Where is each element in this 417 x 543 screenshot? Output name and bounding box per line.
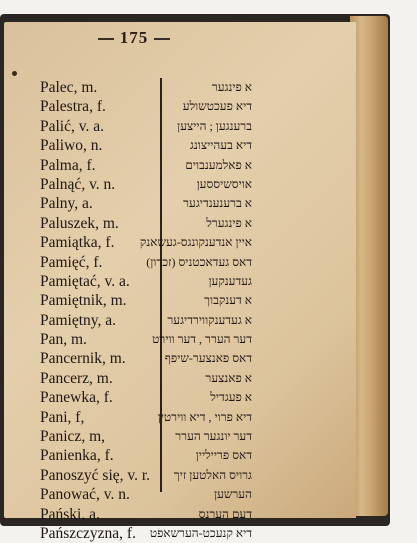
yiddish-translation: גרויס האלטען זיך <box>173 467 252 482</box>
polish-headword: Panować, v. n. <box>40 486 130 504</box>
polish-headword: Pamiętny, a. <box>40 311 117 329</box>
polish-headword: Pamięć, f. <box>40 253 103 271</box>
yiddish-translation: דיא קנעכט-הערשאפט <box>149 525 252 540</box>
yiddish-translation: א געדענקווירדיגער <box>167 312 252 327</box>
yiddish-translation: דיא בעהייצונג <box>189 138 252 153</box>
polish-headword: Pancernik, m. <box>40 350 126 368</box>
yiddish-translation: א פינגערל <box>206 215 252 230</box>
yiddish-translation: דער הערר , דער ווירט <box>152 332 252 347</box>
dictionary-entry <box>4 175 356 194</box>
yiddish-translation: א דענקבוך <box>204 293 252 308</box>
yiddish-translation: דאס פאנצער-שיפף <box>164 351 252 366</box>
yiddish-translation: א פאלמענבוים <box>185 157 252 172</box>
paper-hole <box>12 71 17 76</box>
dictionary-entry <box>4 311 356 330</box>
polish-headword: Pański, a. <box>40 505 100 523</box>
yiddish-translation: דיא פרוי , דיא ווירטין <box>157 409 252 424</box>
dictionary-entry <box>4 485 356 504</box>
yiddish-translation: אויסשיססען <box>196 176 252 191</box>
dictionary-entry <box>4 136 356 155</box>
yiddish-translation: געדענקען <box>208 273 252 288</box>
yiddish-translation: דיא פעכטשולע <box>182 99 252 114</box>
yiddish-translation: דאס פרייליין <box>195 448 252 463</box>
dictionary-entry <box>4 97 356 116</box>
entry-list <box>4 78 356 543</box>
polish-headword: Palnąć, v. n. <box>40 175 116 193</box>
polish-headword: Panienka, f. <box>40 447 114 465</box>
polish-headword: Panicz, m, <box>40 428 105 446</box>
yiddish-translation: דאס געדאכטניס (זכרון) <box>146 254 252 269</box>
dictionary-entry <box>4 505 356 524</box>
dictionary-entry <box>4 156 356 175</box>
dictionary-entry <box>4 524 356 543</box>
dictionary-entry <box>4 408 356 427</box>
polish-headword: Pamiętnik, m. <box>40 292 127 310</box>
polish-headword: Panoszyć się, v. r. <box>40 466 151 484</box>
dictionary-entry <box>4 427 356 446</box>
polish-headword: Pamiętać, v. a. <box>40 272 130 290</box>
dictionary-entry <box>4 253 356 272</box>
polish-headword: Paluszek, m. <box>40 214 119 232</box>
polish-headword: Pan, m. <box>40 331 87 349</box>
polish-headword: Panewka, f. <box>40 389 113 407</box>
yiddish-translation: א פאנצער <box>205 370 252 385</box>
dictionary-entry <box>4 117 356 136</box>
dictionary-entry <box>4 369 356 388</box>
dictionary-entry <box>4 330 356 349</box>
polish-headword: Pani, f, <box>40 408 85 426</box>
page-header <box>4 28 264 48</box>
yiddish-translation: א ברענענדיגער <box>183 196 252 211</box>
dictionary-entry <box>4 233 356 252</box>
yiddish-translation: איין אנדענקונגס-געשאנק <box>139 235 252 250</box>
yiddish-translation: דער יונגער הערר <box>175 429 252 444</box>
dictionary-page <box>4 22 356 542</box>
dictionary-entry <box>4 388 356 407</box>
dictionary-entry <box>4 78 356 97</box>
yiddish-translation: דעם הערנס <box>198 506 252 521</box>
polish-headword: Palec, m. <box>40 79 98 96</box>
dictionary-entry <box>4 446 356 465</box>
polish-headword: Palma, f. <box>40 156 96 174</box>
yiddish-translation: הערשען <box>214 487 252 502</box>
polish-headword: Paliwo, n. <box>40 137 103 155</box>
polish-headword: Pancerz, m. <box>40 369 113 387</box>
polish-headword: Pamiątka, f. <box>40 234 115 252</box>
dictionary-entry <box>4 466 356 485</box>
header-dash-left <box>98 38 114 40</box>
yiddish-translation: א פינגער <box>211 80 252 94</box>
yiddish-translation: ברענגען ; הייצען <box>177 118 252 133</box>
yiddish-translation: א פעגדיל <box>210 390 252 405</box>
polish-headword: Palić, v. a. <box>40 117 104 135</box>
dictionary-entry <box>4 214 356 233</box>
dictionary-entry <box>4 349 356 368</box>
dictionary-entry <box>4 194 356 213</box>
header-dash-right <box>154 38 170 40</box>
dictionary-entry <box>4 272 356 291</box>
page-number: 175 <box>119 28 149 47</box>
polish-headword: Pańszczyzna, f. <box>40 524 136 542</box>
dictionary-entry <box>4 291 356 310</box>
polish-headword: Palny, a. <box>40 195 93 213</box>
polish-headword: Palestra, f. <box>40 98 106 116</box>
